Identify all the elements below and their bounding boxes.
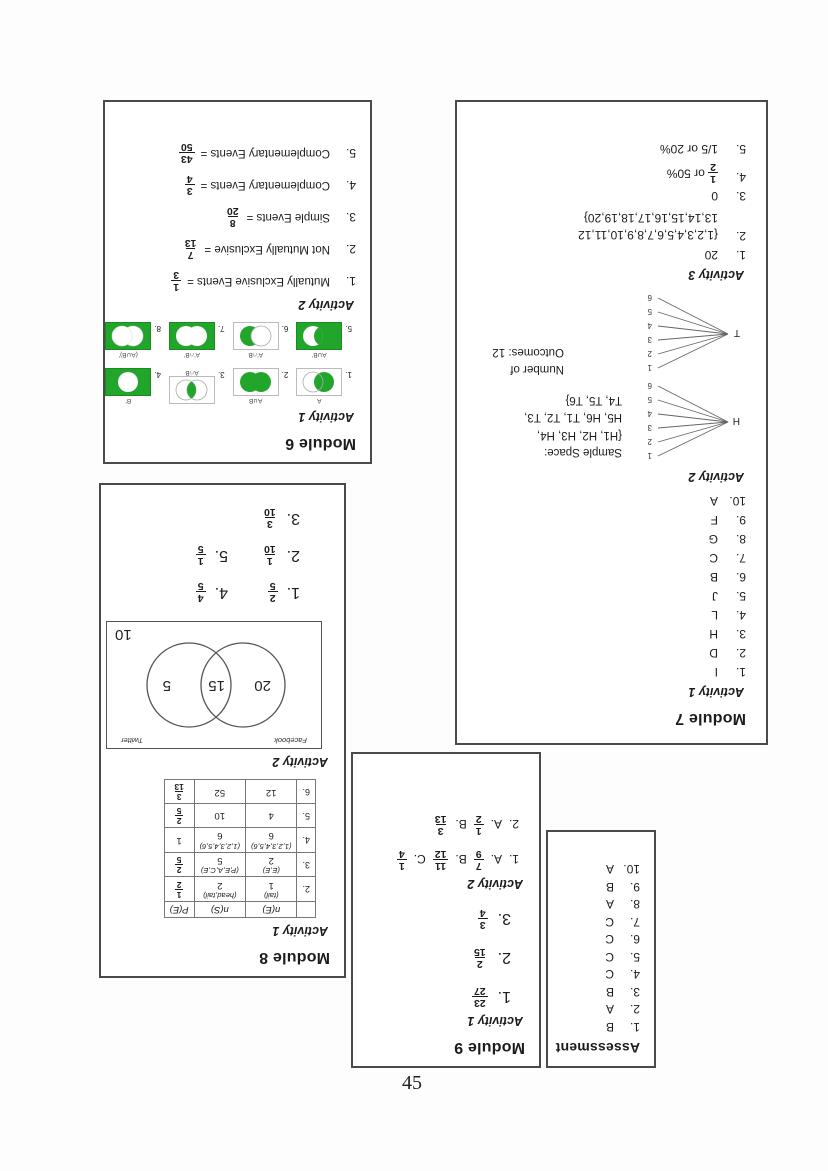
answer-item: 8. A [605,897,640,912]
fraction: 23 27 [473,984,486,1009]
svg-text:3: 3 [647,423,652,432]
answer-item: 2. A. 1 2 B. 3 13 [434,812,519,837]
answer-item: 2. 2 15 [473,945,511,970]
svg-text:6: 6 [647,381,652,390]
module-9-activity-1-heading: Activity 1 [467,1014,523,1028]
answer-item: 2. D [709,646,746,660]
svg-text:1: 1 [647,363,652,372]
module-7-title: Module 7 [675,710,746,727]
venn-thumbnail: 7. A'∩B' [169,322,225,358]
module-6-activity-2-heading: Activity 2 [298,298,354,313]
answer-item: 9. B [605,880,640,894]
venn-shade-outside-both [169,322,215,350]
venn-thumbnail: 8. (A∪B)' [105,322,161,358]
fraction: 3 10 [263,506,276,531]
svg-text:5: 5 [647,395,652,404]
venn-shade-union [233,368,279,396]
table-row: 6. 12 52 3 13 [164,780,315,804]
venn-middle-value: 15 [208,677,225,695]
module-8-activity-2-heading: Activity 2 [272,755,328,770]
answer-item: 5. Complementary Events = 43 50 [180,141,356,166]
venn-thumbnail: 1. A [296,368,352,404]
facebook-twitter-venn-diagram [106,621,322,749]
answer-item: 4. 4 5 [197,580,228,605]
fraction: 1 5 [197,543,204,568]
assessment-title: Assessment [555,1040,640,1056]
module-7-panel [455,100,768,745]
fraction: 2 5 [176,806,182,827]
fraction: 3 13 [174,782,184,803]
venn-left-value: 20 [254,677,271,695]
svg-text:3: 3 [647,335,652,344]
answer-item: 3. 3 4 [479,906,511,931]
svg-text:H: H [732,415,740,426]
assessment-panel [546,830,656,1068]
answer-item: 5. 1/5 or 20% [659,142,746,157]
venn-thumbnail: 3. A∩B [169,368,225,404]
module-8-title: Module 8 [259,949,330,966]
fraction: 8 20 [226,205,239,230]
fraction: 1 10 [263,543,276,568]
answer-item: 3. 3 10 [263,506,300,531]
table-row: 3. (E,E) 2 (P,E,A,C,E) 5 2 5 [164,852,315,877]
svg-text:5: 5 [647,307,652,316]
svg-text:2: 2 [647,349,652,358]
svg-text:2: 2 [647,437,652,446]
svg-text:T: T [733,327,740,338]
fraction: 1 2 [475,812,482,837]
venn-thumbnail: 2. A∪B [233,368,289,404]
answer-item: 4. L [711,608,746,622]
answer-item: 3. B [605,985,640,999]
venn-shading-answers-row-2 [119,322,352,358]
table-header-row [164,902,315,918]
fraction: 1 3 [173,269,180,294]
venn-right-set-label: Twitter [121,736,143,746]
column-header: P(E) [164,902,194,918]
answer-item: 8. G [708,532,746,546]
answer-item: 5. 1 5 [197,543,228,568]
table-row: 4. (1,2,3,4,5,6) 6 (1,2,3,4,5,6) 6 1 [164,828,315,853]
fraction: 2 15 [473,945,486,970]
venn-right-value: 5 [162,677,171,695]
answer-item: 7. C [605,915,640,929]
venn-shade-a [296,368,342,396]
tree-diagram-tails [628,292,746,376]
answer-item: 1. I [714,665,746,679]
answer-item: 1. 2 5 [269,580,300,605]
fraction: 7 9 [475,847,482,872]
answer-item: 9. F [710,513,746,527]
fraction: 1 2 [710,161,716,186]
coin-die-tree-diagrams [477,292,746,464]
assessment-answer-list [562,863,640,1035]
fraction: 2 5 [176,855,182,875]
answer-item: 5. C [605,950,640,964]
answer-item: 2. Not Mutually Exclusive = 7 13 [184,237,356,262]
venn-left-set-label: Facebook [274,736,307,746]
venn-shade-complement [105,368,151,396]
svg-text:6: 6 [647,293,652,302]
number-of-outcomes-text: Number of Outcomes: 12 [492,346,564,375]
answer-item: 6. C [605,932,640,947]
column-header: n(S) [194,902,245,918]
venn-shade-union-complement [105,322,151,350]
answer-item: 4. C [605,967,640,982]
svg-text:1: 1 [647,451,652,460]
module-6-activity-1-heading: Activity 1 [298,410,354,424]
probability-table [164,779,316,918]
module-7-activity-1-heading: Activity 1 [688,685,744,699]
answer-item: 6. B [709,570,746,584]
answer-item: 3. Simple Events = 8 20 [226,205,356,230]
module-6-activity-2-list [119,141,356,292]
module-8-answers [115,492,300,603]
fraction: 3 4 [479,906,486,931]
table-row: 5. 4 10 2 5 [164,804,315,828]
fraction: 1 2 [176,879,182,900]
answer-item: 4. Complementary Events = 3 4 [186,173,356,198]
venn-outside-value: 10 [115,626,132,644]
module-7-activity-3-heading: Activity 3 [688,268,744,282]
answer-item: 1. 20 [704,248,746,262]
answer-item: 10. A [605,862,640,877]
module-7-activity-3-list [477,142,746,262]
module-8-panel [99,483,346,978]
answer-item: 3. H [709,627,746,641]
answer-item: 5. J [712,589,746,603]
page-number: 45 [402,1072,422,1094]
venn-shade-a-union-b-complement [296,322,342,350]
answer-item: 1. A. 7 9 B. 11 12 C. 1 4 [398,847,519,872]
answer-item: 7. C [709,551,746,565]
venn-thumbnail: 5. A∪B' [296,322,352,358]
module-9-panel [351,752,541,1068]
fraction: 2 5 [269,580,276,605]
answer-item: 2. 1 10 [263,543,300,568]
fraction: 4 5 [197,580,204,605]
answer-item: 1. Mutually Exclusive Events = 1 3 [173,269,356,294]
answer-item: 1. B [605,1020,640,1034]
module-7-activity-1-list [477,494,746,679]
tree-diagram-heads [628,380,746,464]
module-6-panel [103,100,372,464]
answer-item: 10. A [709,494,746,508]
fraction: 11 12 [434,847,447,872]
answer-item: 3. 0 [711,189,746,204]
module-7-activity-2-heading: Activity 2 [688,470,744,484]
answer-item: 2. {1,2,3,4,5,6,7,8,9,10,11,12 13,14,15,16,17,18,19,20} [578,210,746,243]
answer-item: 4. 1 2 or 50% [666,161,746,186]
table-row: 2. (tail) 1 (head,tail) 2 1 2 [164,877,315,902]
module-9-activity-2-heading: Activity 2 [467,876,523,891]
answer-item: 2. A [605,1002,640,1017]
svg-text:4: 4 [647,321,652,330]
venn-shade-intersection [169,376,215,404]
module-8-activity-1-heading: Activity 1 [272,924,328,938]
sample-space-text: Sample Space: {H1, H2, H3, H4, H5, H6, T1, T2, T3, T4, T5, T6} Number of Outcomes: 12 [492,292,622,464]
fraction: 3 4 [186,173,193,198]
fraction: 43 50 [180,141,193,166]
fraction: 1 4 [398,847,405,872]
module-6-title: Module 6 [285,435,356,452]
answer-item: 1. 23 27 [473,984,511,1009]
svg-text:4: 4 [647,409,652,418]
venn-thumbnail: 6. A'∩B [233,322,289,358]
fraction: 7 13 [184,237,197,262]
module-9-title: Module 9 [454,1039,525,1056]
fraction: 3 13 [434,812,447,837]
venn-shade-b-minus-a [233,322,279,350]
venn-shading-answers-row-1 [119,368,352,404]
venn-thumbnail: 4. B' [105,368,161,404]
column-header: n(E) [246,902,297,918]
